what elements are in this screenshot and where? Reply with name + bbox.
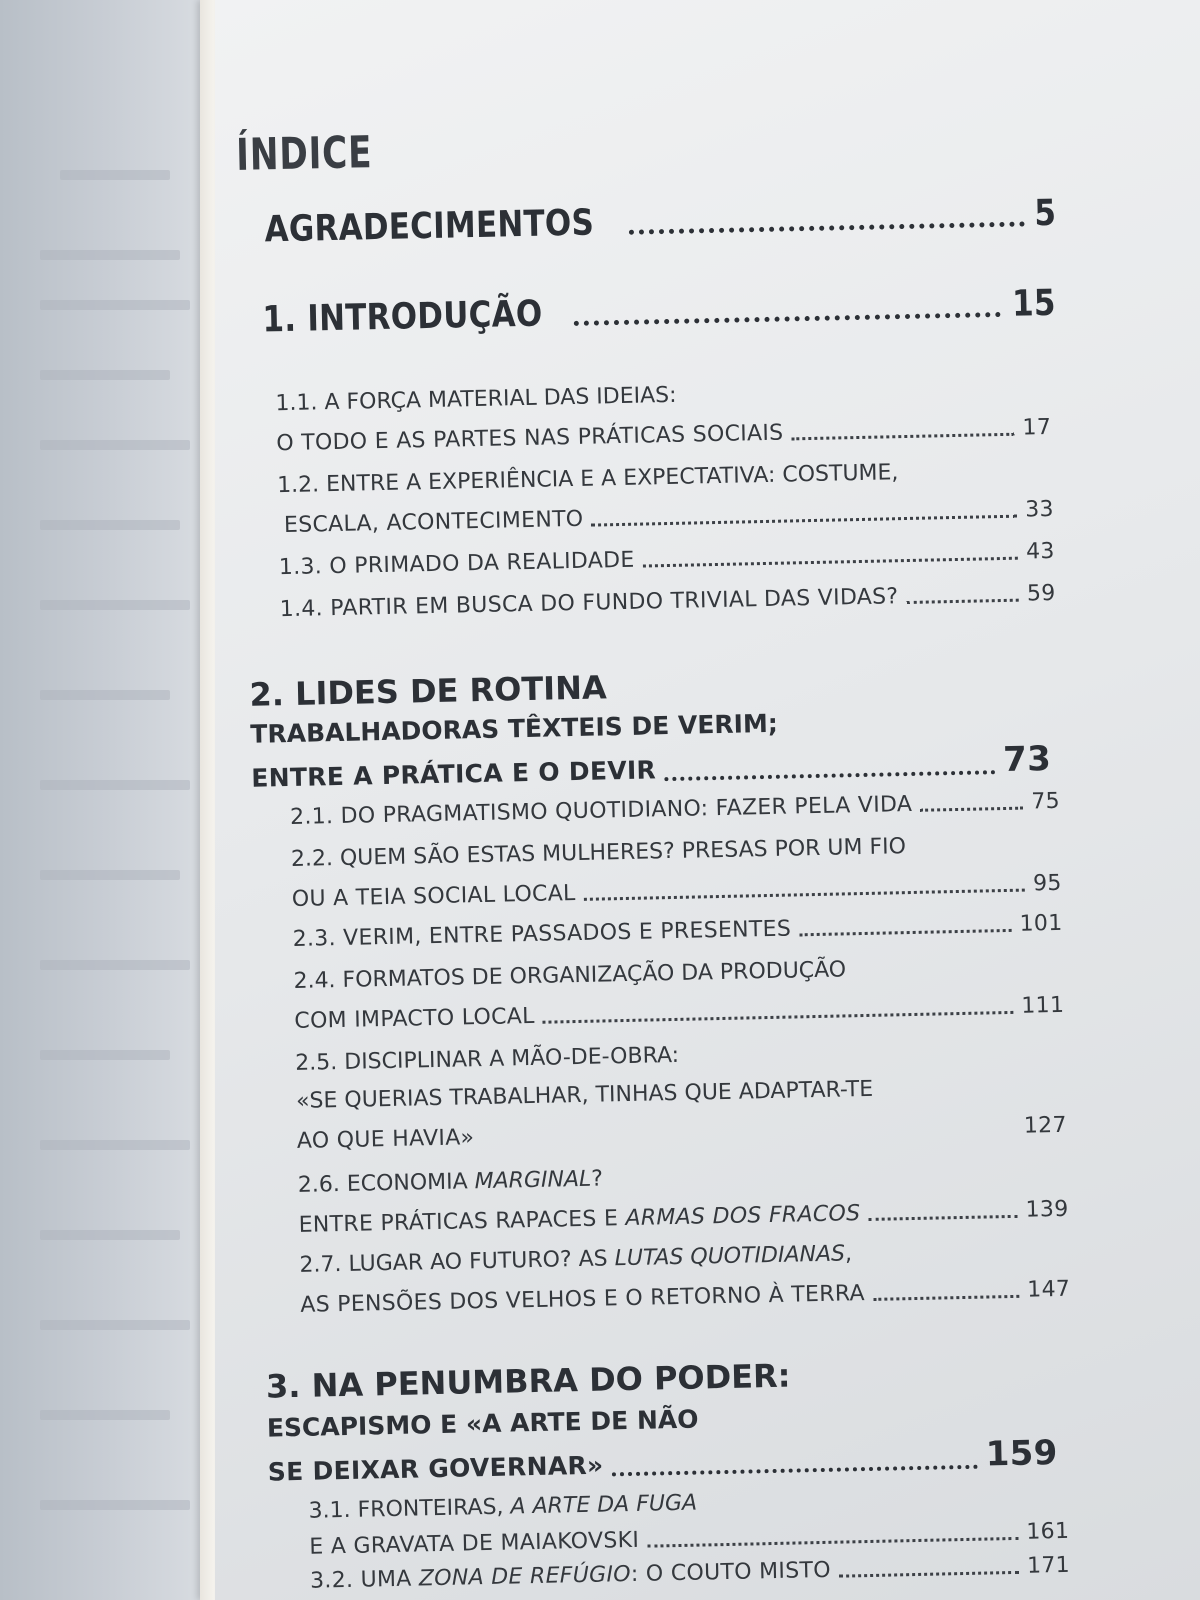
toc-page-number: 59 <box>1026 580 1056 607</box>
toc-entry-italic: A ARTE DA FUGA <box>510 1490 698 1520</box>
toc-entry-label: 1.3. O PRIMADO DA REALIDADE <box>278 547 635 581</box>
toc-entry-label: : O COUTO MISTO <box>630 1557 832 1588</box>
toc-page-number: 33 <box>1024 496 1055 523</box>
toc-chapter-2-subtitle: TRABALHADORAS TÊXTEIS DE VERIM; <box>250 708 779 749</box>
toc-subentry-2-4: 2.4. FORMATOS DE ORGANIZAÇÃO DA PRODUÇÃO <box>293 957 847 994</box>
bleed-through-text <box>40 250 180 260</box>
toc-entry-label: AGRADECIMENTOS <box>264 202 595 251</box>
dot-leader <box>647 1537 1018 1548</box>
toc-entry-label: 2.3. VERIM, ENTRE PASSADOS E PRESENTES <box>292 916 792 952</box>
dot-leader <box>906 599 1019 604</box>
toc-entry-label: AS PENSÕES DOS VELHOS E O RETORNO À TERRA <box>300 1281 866 1318</box>
bleed-through-text <box>40 780 190 790</box>
dot-leader <box>584 889 1026 901</box>
bleed-through-text <box>40 1230 180 1240</box>
dot-leader <box>839 1571 1019 1578</box>
toc-chapter-3-title: 3. NA PENUMBRA DO PODER: <box>265 1356 791 1406</box>
toc-subentry-1-4 <box>280 581 1056 622</box>
toc-entry-italic: ARMAS DOS FRACOS <box>625 1201 861 1232</box>
toc-entry-label: 1. INTRODUÇÃO <box>262 293 543 341</box>
bleed-through-text <box>40 1050 170 1060</box>
toc-subentry-2-5: 2.5. DISCIPLINAR A MÃO-DE-OBRA: <box>295 1042 680 1076</box>
toc-subentry-3-1-cont <box>309 1519 1069 1560</box>
toc-entry-label: 3.1. FRONTEIRAS, <box>308 1494 511 1524</box>
toc-page-number: 147 <box>1027 1276 1071 1303</box>
toc-entry-label: 2.1. DO PRAGMATISMO QUOTIDIANO: FAZER PELA VIDA <box>289 791 913 830</box>
dot-leader <box>799 929 1012 936</box>
toc-entry-label: E A GRAVATA DE MAIAKOVSKI <box>309 1527 640 1560</box>
toc-page-number: 95 <box>1032 870 1062 897</box>
toc-entry-label: , <box>844 1241 853 1267</box>
toc-subentry-2-1 <box>290 789 1060 830</box>
toc-subentry-1-2-cont <box>284 497 1054 538</box>
dot-leader <box>612 1465 978 1477</box>
dot-leader <box>873 1295 1019 1301</box>
dot-leader <box>573 312 1001 326</box>
bleed-through-text <box>60 170 170 180</box>
toc-subentry-1-1: 1.1. A FORÇA MATERIAL DAS IDEIAS: <box>275 382 677 417</box>
bleed-through-text <box>40 1500 190 1510</box>
dot-leader <box>592 515 1018 527</box>
toc-subentry-1-1-cont <box>276 415 1051 456</box>
bleed-through-text <box>40 370 170 380</box>
toc-entry-label-wrap <box>298 1201 860 1238</box>
dot-leader <box>792 433 1015 441</box>
dot-leader <box>543 1011 1014 1024</box>
toc-subentry-2-2-cont <box>292 871 1062 912</box>
toc-chapter-2-title: 2. LIDES DE ROTINA <box>249 668 608 714</box>
bleed-through-text <box>40 1320 190 1330</box>
bleed-through-text <box>40 1140 190 1150</box>
toc-subentry-3-2 <box>310 1553 1070 1594</box>
right-page <box>215 0 1200 1600</box>
page-title: ÍNDICE <box>235 127 373 181</box>
toc-entry-label: 2.6. ECONOMIA <box>297 1169 475 1198</box>
toc-entry-label-wrap <box>310 1558 831 1594</box>
toc-entry-chapter-2 <box>251 739 1052 796</box>
toc-subentry-1-2: 1.2. ENTRE A EXPERIÊNCIA E A EXPECTATIVA: COSTUME, <box>276 460 899 499</box>
toc-page-number: 43 <box>1025 538 1055 565</box>
toc-entry-label: O TODO E AS PARTES NAS PRÁTICAS SOCIAIS <box>276 420 784 457</box>
toc-entry-label: AO QUE HAVIA» <box>296 1125 475 1154</box>
toc-entry-label: 3.2. UMA <box>309 1566 420 1594</box>
toc-entry-italic: ZONA DE REFÚGIO <box>418 1562 632 1592</box>
toc-entry-italic: LUTAS QUOTIDIANAS <box>614 1241 846 1272</box>
toc-subentry-3-1 <box>308 1491 697 1524</box>
toc-subentry-2-3 <box>292 911 1062 952</box>
toc-entry-label: ENTRE A PRÁTICA E O DEVIR <box>250 755 657 793</box>
toc-subentry-2-5-cont: «SE QUERIAS TRABALHAR, TINHAS QUE ADAPTAR-TE <box>295 1076 874 1114</box>
toc-page-number: 161 <box>1026 1518 1070 1545</box>
bleed-through-text <box>40 870 180 880</box>
bleed-through-text <box>40 600 190 610</box>
toc-subentry-2-6-cont <box>298 1197 1068 1238</box>
toc-page-number: 5 <box>1033 192 1057 235</box>
toc-subentry-2-7-cont <box>300 1277 1070 1318</box>
toc-entry-chapter-1 <box>239 283 1060 341</box>
table-of-contents <box>233 0 1126 1600</box>
toc-subentry-2-2: 2.2. QUEM SÃO ESTAS MULHERES? PRESAS POR UM FIO <box>290 834 907 872</box>
toc-entry-label: 2.7. LUGAR AO FUTURO? AS <box>299 1246 615 1278</box>
bleed-through-text <box>40 440 190 450</box>
toc-subentry-2-6 <box>298 1167 604 1198</box>
toc-entry-label: ? <box>590 1166 604 1192</box>
toc-subentry-2-7 <box>299 1241 852 1278</box>
toc-subentry-1-3 <box>279 539 1055 580</box>
bleed-through-text <box>40 960 190 970</box>
toc-entry-label: OU A TEIA SOCIAL LOCAL <box>291 881 576 912</box>
toc-subentry-2-5-end <box>297 1113 1067 1154</box>
toc-page-number: 73 <box>1002 739 1052 781</box>
dot-leader <box>868 1215 1017 1221</box>
dot-leader <box>643 557 1019 568</box>
toc-entry-label: 1.4. PARTIR EM BUSCA DO FUNDO TRIVIAL DAS VIDAS? <box>279 584 899 623</box>
toc-page-number: 17 <box>1022 414 1052 441</box>
toc-page-number: 159 <box>985 1433 1059 1475</box>
toc-entry-label: SE DEIXAR GOVERNAR» <box>267 1450 604 1487</box>
toc-entry-label: ENTRE PRÁTICAS RAPACES E <box>298 1206 626 1238</box>
bleed-through-text <box>40 1410 170 1420</box>
toc-page-number: 127 <box>1023 1112 1068 1139</box>
dot-leader <box>664 770 995 781</box>
bleed-through-text <box>40 690 170 700</box>
toc-entry-italic: MARGINAL <box>474 1166 592 1195</box>
bleed-through-text <box>40 300 190 310</box>
toc-entry-label: ESCALA, ACONTECIMENTO <box>283 506 584 539</box>
left-page <box>0 0 205 1600</box>
toc-page-number: 101 <box>1019 910 1063 937</box>
toc-entry-label: COM IMPACTO LOCAL <box>294 1003 535 1034</box>
toc-page-number: 111 <box>1021 992 1065 1019</box>
toc-page-number: 139 <box>1025 1196 1069 1223</box>
dot-leader <box>629 221 1025 234</box>
toc-entry-chapter-3 <box>267 1433 1058 1490</box>
dot-leader <box>920 807 1023 812</box>
toc-page-number: 15 <box>1011 282 1057 325</box>
bleed-through-text <box>40 520 180 530</box>
toc-page-number: 75 <box>1031 788 1061 815</box>
toc-entry-agradecimentos <box>237 193 1058 251</box>
toc-subentry-2-4-cont <box>294 993 1064 1034</box>
toc-page-number: 171 <box>1026 1552 1071 1579</box>
toc-chapter-3-subtitle: ESCAPISMO E «A ARTE DE NÃO <box>266 1404 699 1443</box>
